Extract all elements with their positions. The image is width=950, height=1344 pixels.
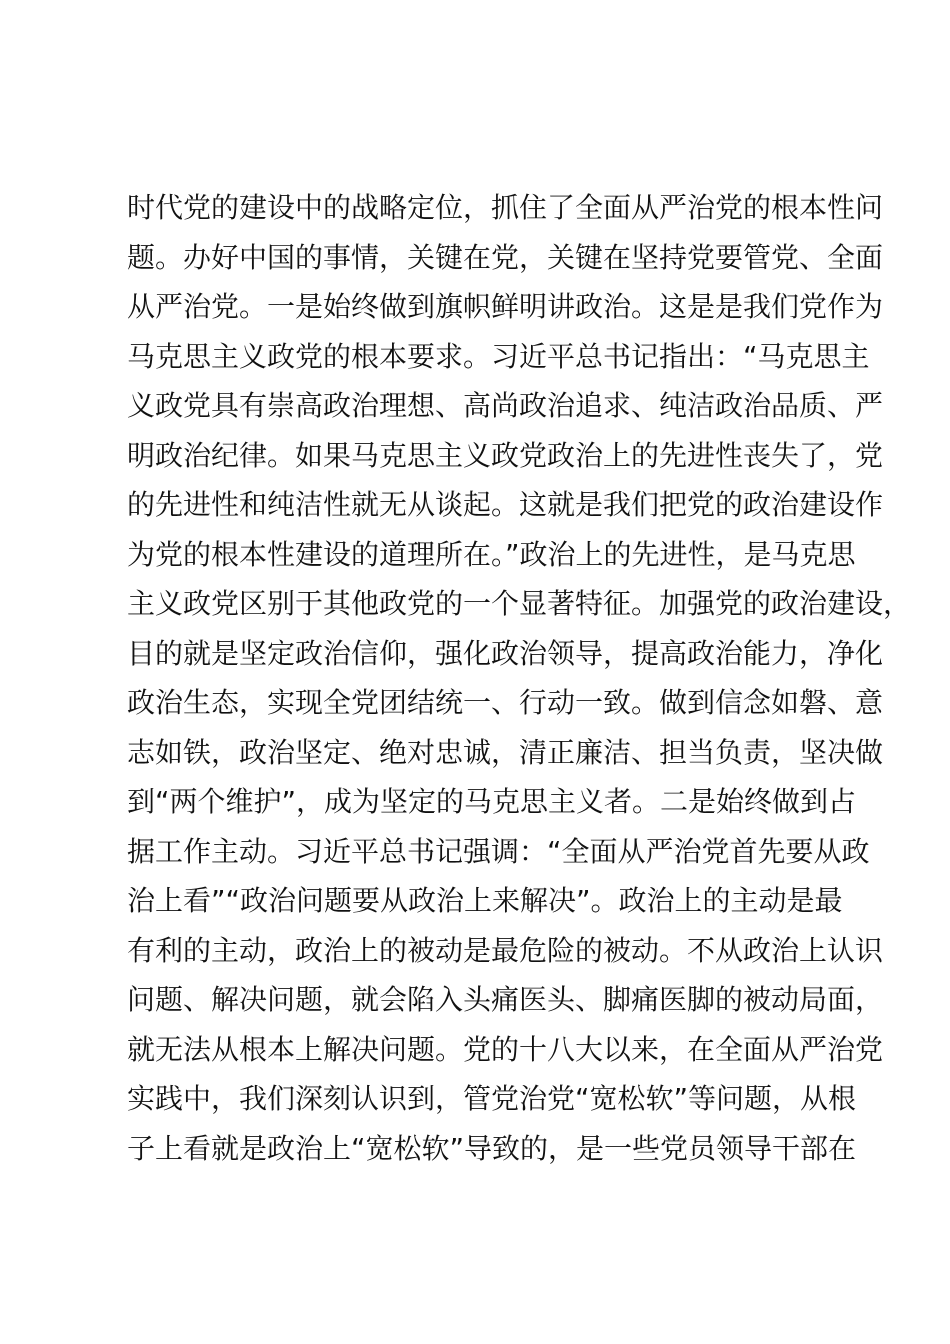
text-line: 政治生态，实现全党团结统一、行动一致。做到信念如磐、意 [127, 686, 884, 719]
text-line: 为党的根本性建设的道理所在。”政治上的先进性，是马克思 [127, 537, 856, 571]
text-line: 时代党的建设中的战略定位，抓住了全面从严治党的根本性问 [127, 191, 884, 224]
text-line: 义政党具有崇高政治理想、高尚政治追求、纯洁政治品质、严 [127, 389, 884, 422]
text-line: 治上看”“政治问题要从政治上来解决”。政治上的主动是最 [127, 884, 843, 917]
text-line: 到“两个维护”，成为坚定的马克思主义者。二是始终做到占 [127, 785, 857, 818]
text-line: 子上看就是政治上“宽松软”导致的，是一些党员领导干部在 [127, 1131, 857, 1165]
text-line: 据工作主动。习近平总书记强调：“全面从严治党首先要从政 [127, 834, 870, 868]
body-paragraph [127, 183, 912, 1173]
text-line: 从严治党。一是始终做到旗帜鲜明讲政治。这是是我们党作为 [127, 290, 884, 323]
text-line: 目的就是坚定政治信仰，强化政治领导，提高政治能力，净化 [127, 636, 884, 670]
text-line: 就无法从根本上解决问题。党的十八大以来，在全面从严治党 [127, 1032, 884, 1066]
text-line: 明政治纪律。如果马克思主义政党政治上的先进性丧失了，党 [127, 438, 884, 472]
text-line: 的先进性和纯洁性就无从谈起。这就是我们把党的政治建设作 [127, 488, 884, 521]
text-line: 有利的主动，政治上的被动是最危险的被动。不从政治上认识 [127, 933, 884, 967]
text-line: 实践中，我们深刻认识到，管党治党“宽松软”等问题，从根 [127, 1082, 857, 1115]
text-line: 马克思主义政党的根本要求。习近平总书记指出：“马克思主 [127, 339, 870, 373]
text-line: 志如铁，政治坚定、绝对忠诚，清正廉洁、担当负责，坚决做 [127, 735, 884, 769]
text-line: 主义政党区别于其他政党的一个显著特征。加强党的政治建设， [127, 587, 912, 620]
text-line: 问题、解决问题，就会陷入头痛医头、脚痛医脚的被动局面， [127, 983, 884, 1016]
text-line: 题。办好中国的事情，关键在党，关键在坚持党要管党、全面 [127, 240, 884, 274]
